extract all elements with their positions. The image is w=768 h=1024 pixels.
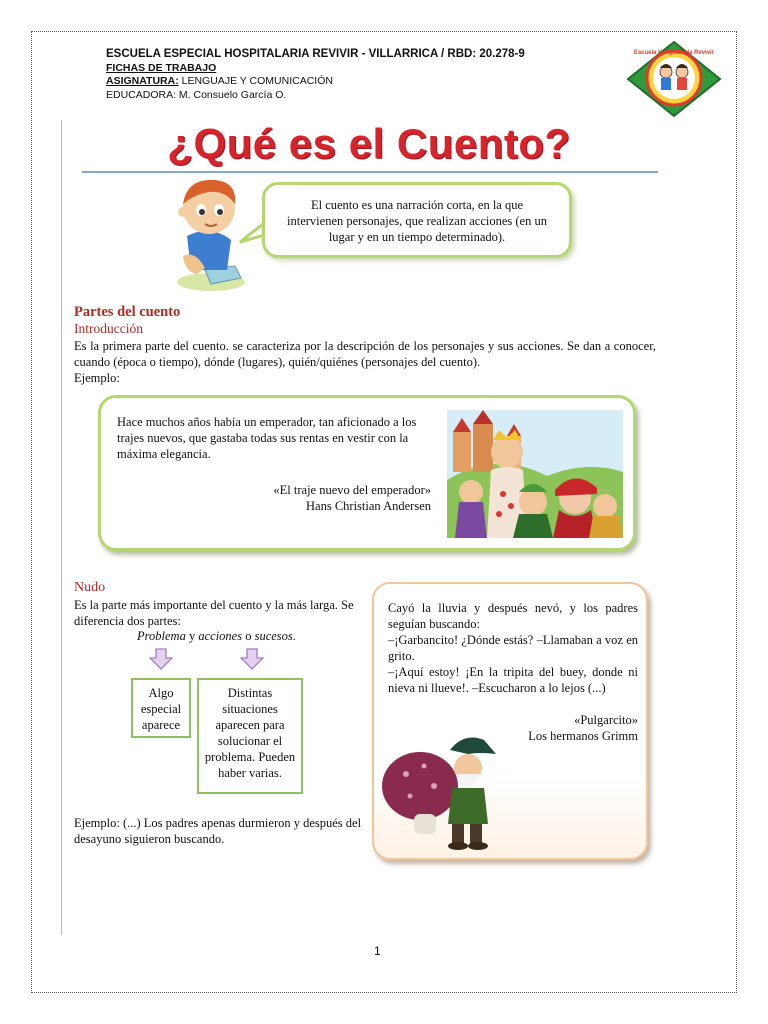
period: . [292,629,296,643]
gnome-mushroom-illustration [380,724,520,854]
sucesos-word: sucesos [254,629,293,643]
definition-bubble [262,182,572,258]
left-margin-rule [61,120,62,935]
nudo-heading: Nudo [74,580,106,595]
nudo-box-acciones [197,678,303,794]
introduccion-heading: Introducción [74,321,143,336]
problema-word: Problema [137,629,186,643]
y-word: y [185,629,199,643]
example-title: «El traje nuevo del emperador» [273,483,431,497]
page-number: 1 [374,944,381,958]
example-text: Hace muchos años había un emperador, tan aficionado a los trajes nuevos, que gastaba todas sus rentas en vestir con la máxima elegancia. [117,415,417,461]
asignatura-label: ASIGNATURA: [106,75,179,87]
o-word: o [242,629,255,643]
pulgarcito-author: Los hermanos Grimm [528,729,638,743]
ejemplo-label: Ejemplo: [74,371,120,385]
pulgarcito-quote: Cayó la lluvia y después nevó, y los padres seguían buscando: –¡Garbancito! ¿Dónde estás? –Llamaban a voz en grito. –¡Aquí estoy! ¡En la tripita del buey, donde ni nieva ni llueve!. –Escucharon a lo lejos (...) [388,601,638,695]
nudo-box-problema-text: Algo especial aparece [140,686,182,732]
asignatura-value: LENGUAJE Y COMUNICACIÓN [178,75,333,87]
document-header [106,48,525,102]
emperor-illustration [447,410,623,538]
definition-text: El cuento es una narración corta, en la que intervienen personajes, que realizan acciones (en un lugar y en un tiempo determinado). [287,198,547,244]
title-divider [82,171,658,173]
school-name: ESCUELA ESPECIAL HOSPITALARIA REVIVIR - VILLARRICA / RBD: 20.278-9 [106,48,525,60]
nudo-box-acciones-text: Distintas situaciones aparecen para solucionar el problema. Pueden haber varias. [204,686,296,780]
educadora-line: EDUCADORA: M. Consuelo García O. [106,88,287,101]
nudo-ejemplo: Ejemplo: (...) Los padres apenas durmieron y después del desayuno siguieron buscando. [74,816,362,846]
acciones-word: acciones [198,629,243,643]
introduccion-text: Es la primera parte del cuento. se caracteriza por la descripción de los personajes y sus acciones. Se dan a conocer, cuando (época o tiempo), dónde (lugares), quién/quiénes (personajes del cuento). [74,339,656,369]
school-logo [626,40,722,118]
arrow-down-icon [240,648,264,670]
example-author: Hans Christian Andersen [306,499,431,513]
partes-heading: Partes del cuento [74,304,181,320]
arrow-down-icon [149,648,173,670]
nudo-box-problema [131,678,191,738]
pulgarcito-title: «Pulgarcito» [574,713,638,727]
logo-text: Escuela Hospitalaria Revivir [633,50,715,56]
fichas-label: FICHAS DE TRABAJO [106,61,217,74]
introduccion-example-box [98,395,636,551]
nudo-text: Es la parte más importante del cuento y la más larga. Se diferencia dos partes: [74,598,354,628]
page-title: ¿Qué es el Cuento? [167,120,571,167]
example-citation [251,482,431,514]
nudo-example-box [372,582,648,860]
nudo-parts-line [137,628,296,644]
